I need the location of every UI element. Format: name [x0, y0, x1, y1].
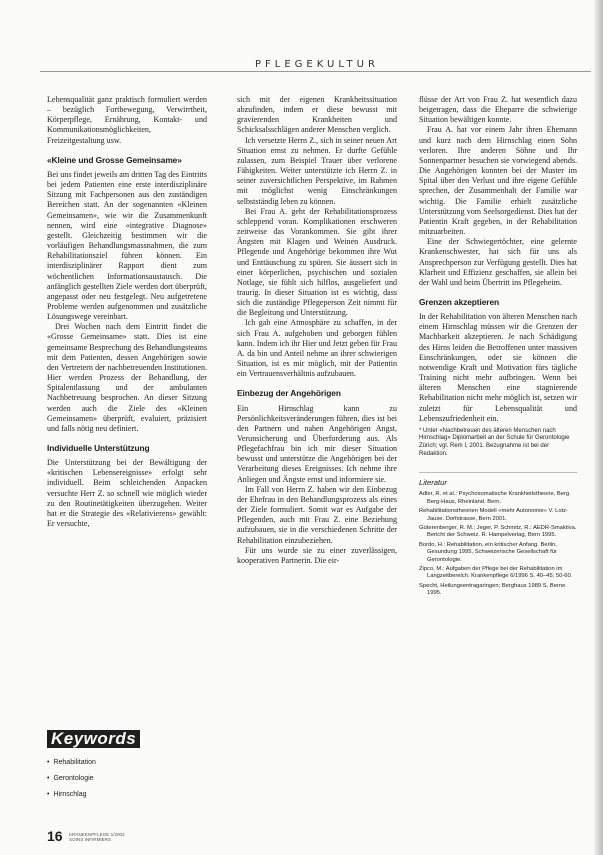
footnote: * Unter «Nachbetreuen des älteren Menschen nach Hirnschlag» Diplomarbeit an der Schule für Gerontologie Zürich; vgl. Rem I, 2001. Bezugnahme ist bei der Redaktion.	[419, 427, 570, 457]
section-heading: «Kleine und Grosse Gemeinsame»	[47, 154, 182, 165]
literature-heading: Literatur	[419, 472, 577, 488]
literature-item: Rehabilitationstheorien Modell «mehr Autonomie» V. Lotz-Jause. Dorfstrasse, Bern 2001.	[419, 508, 568, 522]
paragraph: Eine der Schwiegertöchter, eine gelernte Krankenschwester, hat sich für uns als Ansprechperson zur Verfügung gestellt. Dies hat Klarheit und Effizienz geschaffen, sie allein bei der Wahl und beim Übertritt ins Pflegeheim.	[419, 237, 577, 287]
literature-item: Specht, Heilungsentragaringen; Berghaus 1989 S. Berne 1995.	[419, 582, 566, 597]
paragraph: Für uns wurde sie zu einer zuverlässigen, kooperativen Partnerin. Die eir-	[237, 545, 397, 565]
paragraph: Die Unterstützung bei der Bewältigung der «kritischen Lebensereignisse» erfolgt sehr individuell. Beim schleichenden Anpacken versuchte Herr Z. so schnell wie möglich wieder zu den Routinetätigkeiten überzugehen. Weiter hat er die Strategie des «Relativierens» gewählt: Er versuchte,	[47, 458, 207, 529]
section-heading: Grenzen akzeptieren	[419, 296, 500, 307]
paragraph: Ich gab eine Atmosphäre zu schaffen, in der sich Frau A. aufgehoben und geborgen fühlen kann. Indem ich ihr Hier und Jetzt geben für Frau A. da bin und Anteil nehme an ihrer schwierigen Situation, ist es mir möglich, mit der Patientin ein Vertrauensverhältnis aufzubauen.	[237, 318, 397, 379]
keyword-item: • Rehabilitation	[47, 755, 209, 771]
paragraph: Lebensqualität ganz praktisch formuliert werden – bezüglich Fortbewegung, Verwirrtheit, Körperpflege, Ernährung, Kontakt- und Kommunikationsmöglichkeiten, Freizeitgestaltung usw.	[47, 95, 207, 145]
paragraph: In der Rehabilitation von älteren Menschen nach einem Hirnschlag müssen wir die Grenzen der Machbarkeit akzeptieren. Je nach Schädigung des Hirns leiden die Betroffenen unter massiven Einschränkungen, oder sie können die notwendige Kraft und Motivation fürs tägliche Training nicht mehr aufbringen. Wenn bei älteren Menschen eine stagnierende Rehabilitation nicht mehr möglich ist, setzen wir zuletzt für Lebensqualität und Lebenszufriedenheit ein.	[419, 312, 577, 423]
page-edge-shadow	[593, 0, 603, 855]
literature-item: Adler, R. et al.: Psychosomatische Krankheitstheorie, Berg. Berg-Haus, Rheinland. Bern.	[419, 491, 571, 505]
running-header	[0, 0, 603, 92]
keyword-item: • Hirnschlag	[47, 787, 209, 803]
keywords-box	[47, 730, 209, 833]
paragraph: Ein Hirnschlag kann zu Persönlichkeitsveränderungen führen, dies ist bei den Partnern und nahen Angehörigen Angst, Verunsicherung und Überforderung aus. Als Pflegefachfrau bin ich mir dieser Situation bewusst und unterstütze die Angehörigen bei der Verarbeitung dieses Ereignisses. Ich nehme ihre Anliegen und Ängste ernst und informiere sie.	[237, 403, 397, 484]
text-column-3	[419, 95, 577, 600]
paragraph: sich mit der eigenen Krankheitssituation abzufinden, indem er diese bewusst mit gravierenden Krankheiten und Schicksalsschlägen anderer Menschen verglich.	[237, 95, 397, 135]
header-rule	[40, 71, 591, 72]
literature-item: Güterenberger, R. M.; Jeger, P. Schmitz, R.: AEDR-Smaktiva. Bericht der Schweiz. R. Hampelverlag, Bern 1995.	[419, 525, 577, 539]
text-column-2	[237, 95, 397, 566]
literature-item: Bordo, H.: Rehabilitation, ein kritischer Anfang. Berlin, Gesundung 1995, Schweizerische Gesellschaft für Gerontologie.	[419, 541, 557, 563]
section-heading: Individuelle Unterstützung	[47, 443, 150, 453]
text-column-1	[47, 95, 207, 529]
literature-item: Zipco, M.: Aufgaben der Pflege bei der Rehabilitation im Langzeitbereich. Krankenpflege 6/1996 S. 40–45; 50-60.	[419, 566, 573, 580]
keywords-title: Keywords	[47, 730, 140, 748]
paragraph: Bei Frau A. geht der Rehabilitationsprozess schleppend voran. Komplikationen erschweren zeitweise das Vorankommen. Sie gibt ihrer Ängsten mit Klagen und Weinen Ausdruck. Pflegende und Angehörige bekommen ihre Wut und Enttäuschung zu spüren. Sie äussert sich in einer körperlichen, psychischen und sozialen Notlage, sie fühlt sich hilflos, ausgeliefert und traurig. In dieser Situation ist es wichtig, dass sich die zuständige Pflegeperson Zeit nimmt für die Begleitung und Unterstützung.	[237, 206, 397, 318]
keyword-item: • Gerontologie	[47, 771, 209, 787]
paragraph: Ich versetzte Herrn Z., sich in seiner neuen Art Situation ernst zu nehmen. Er durfte Gefühle zulassen, zum Beispiel Trauer über verlorene Fähigkeiten. Weiter unterstützte ich Herrn Z. in seiner zuversichtlichen Perspektive, im Rahmen mit möglichst wenig Einschränkungen selbstständig leben zu können.	[237, 135, 397, 206]
paragraph: Frau A. hat vor einem Jahr ihren Ehemann und kurz nach dem Hirnschlag einen Sohn verloren. Ihre anderen Söhne und Ihr Sonnenpartner besuchen sie vorwiegend abends. Die Angehörigen konnten bei der Muster im Spital über den Verlust und ihre eigene Gefühle sprechen, der Zusammenhalt der Familie war wichtig. Die Familie erhielt zusätzliche Unterstützung vom Seelsorgedienst. Dies hat der Patientin Kraft gegeben, in der Rehabilitation mitzuarbeiten.	[419, 125, 577, 237]
page-footer	[47, 828, 125, 846]
page-number: 16	[47, 828, 63, 844]
section-title: PFLEGEKULTUR	[255, 59, 379, 70]
section-heading: Einbezug der Angehörigen	[237, 388, 341, 399]
magazine-info	[69, 832, 149, 843]
magazine-line: KRANKENPFLEGE 1/2002	[69, 832, 125, 837]
paragraph: Im Fall von Herrn Z. haben wir den Einbezug der Ehefrau in den Behandlungsprozess als eines der Ziele formuliert. Somit war es Aufgabe der Pflegenden, auch mit Frau Z. eine Beziehung aufzubauen, sie in die verschiedenen Schritte der Rehabilitation einzubeziehen.	[237, 484, 397, 545]
keywords-list	[47, 755, 209, 803]
paragraph: Drei Wochen nach dem Eintritt findet die «Grosse Gemeinsame» statt. Dies ist eine gemeinsame Besprechung des Behandlungsteams mit dem Patienten, dessen Angehörigen sowie den Vertretern der nachbetreuenden Institutionen. Hier werden Prozess der Behandlung, der Spitalentlassung und der ambulanten Nachbetreuung besprochen. An dieser Sitzung werden auch die Ziele des «Kleinen Gemeinsamen» überprüft, evaluiert, präzisiert und falls nötig neu definiert.	[47, 322, 207, 433]
paragraph: Bei uns findet jeweils am dritten Tag des Eintritts bei jedem Patienten eine erste interdisziplinäre Sitzung mit Fachpersonen aus den zuständigen Bereichen statt. An der sogenannten «Kleinen Gemeinsamen», wie wir die Zusammenkunft nennen, wird eine «integrative Diagnose» gestellt. Gleichzeitig bestimmen wir die vorläufigen Behandlungsmassnahmen, die zum Rehabilitationsziel führen können. Ein interdisziplinärer Rapport dient zum wöchentlichen Informationsaustausch. Die anfänglich gestellten Ziele werden dort überprüft, angepasst oder neu festgelegt. Neu aufgetretene Probleme werden aufgenommen und zusätzliche Lösungswege vereinbart.	[47, 169, 207, 322]
magazine-line: SOINS INFIRMIERS	[69, 837, 112, 843]
paragraph: flüsse der Art von Frau Z. hat wesentlich dazu beigetragen, dass die Eheparre die schwierige Situation bewältigen konnte.	[419, 95, 577, 125]
